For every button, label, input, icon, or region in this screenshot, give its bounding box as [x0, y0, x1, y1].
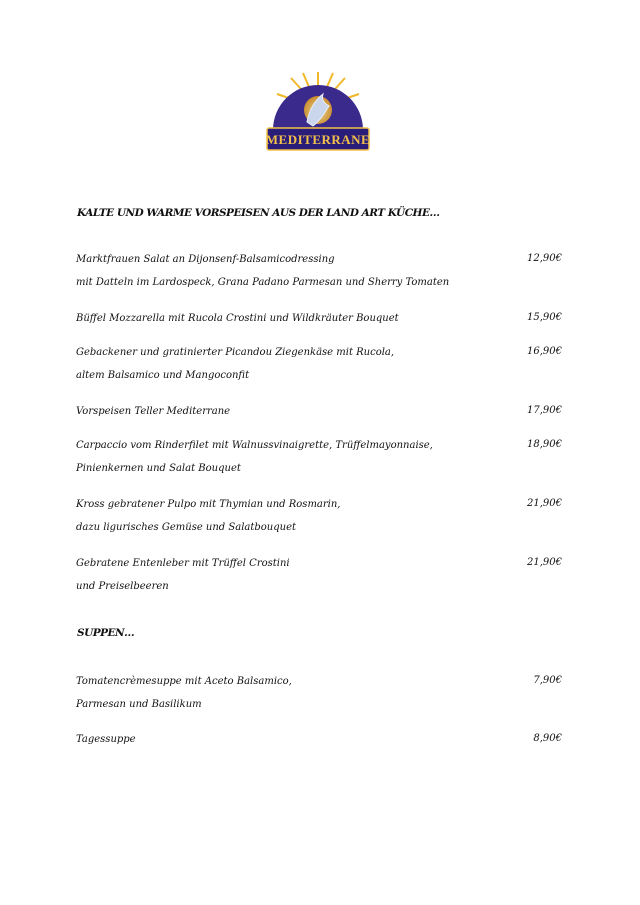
item-price: 21,90€ [527, 498, 562, 509]
item-description: Marktfrauen Salat an Dijonsenf-Balsamicodressing [76, 254, 335, 265]
item-description: Vorspeisen Teller Mediterrane [76, 406, 231, 417]
item-description: Tomatencrèmesuppe mit Aceto Balsamico, [76, 676, 292, 687]
item-price: 12,90€ [527, 253, 562, 264]
section-title-starters: KALTE UND WARME VORSPEISEN AUS DER LAND ART KÜCHE… [77, 207, 440, 219]
item-description: Carpaccio vom Rinderfilet mit Walnussvinaigrette, Trüffelmayonnaise, [76, 440, 433, 451]
item-description: und Preiselbeeren [76, 581, 169, 592]
section-title-soups: SUPPEN… [77, 627, 135, 639]
item-description: dazu ligurisches Gemüse und Salatbouquet [76, 522, 297, 533]
item-description: Parmesan und Basilikum [76, 699, 202, 710]
item-price: 17,90€ [527, 405, 562, 416]
item-price: 15,90€ [527, 312, 562, 323]
item-price: 8,90€ [533, 733, 562, 744]
item-price: 21,90€ [527, 557, 562, 568]
item-description: Büffel Mozzarella mit Rucola Crostini und Wildkräuter Bouquet [76, 313, 399, 324]
menu-item [76, 346, 566, 392]
menu-item [76, 498, 566, 544]
item-price: 18,90€ [527, 439, 562, 450]
item-description: Gebackener und gratinierter Picandou Ziegenkäse mit Rucola, [76, 347, 395, 358]
item-description: mit Datteln im Lardospeck, Grana Padano Parmesan und Sherry Tomaten [76, 277, 450, 288]
menu-item [76, 675, 566, 721]
menu-item [76, 312, 566, 335]
menu-item [76, 439, 566, 485]
logo-text: MEDITERRANE [265, 132, 371, 147]
item-description: Kross gebratener Pulpo mit Thymian und Rosmarin, [76, 499, 341, 510]
item-price: 7,90€ [533, 675, 562, 686]
menu-item [76, 733, 566, 756]
item-description: altem Balsamico und Mangoconfit [76, 370, 250, 381]
item-price: 16,90€ [527, 346, 562, 357]
item-description: Pinienkernen und Salat Bouquet [76, 463, 241, 474]
restaurant-logo [263, 70, 373, 154]
logo-graphic [263, 70, 373, 154]
menu-item [76, 253, 566, 299]
menu-item [76, 557, 566, 603]
item-description: Tagessuppe [76, 734, 136, 745]
menu-item [76, 405, 566, 428]
item-description: Gebratene Entenleber mit Trüffel Crostini [76, 558, 290, 569]
